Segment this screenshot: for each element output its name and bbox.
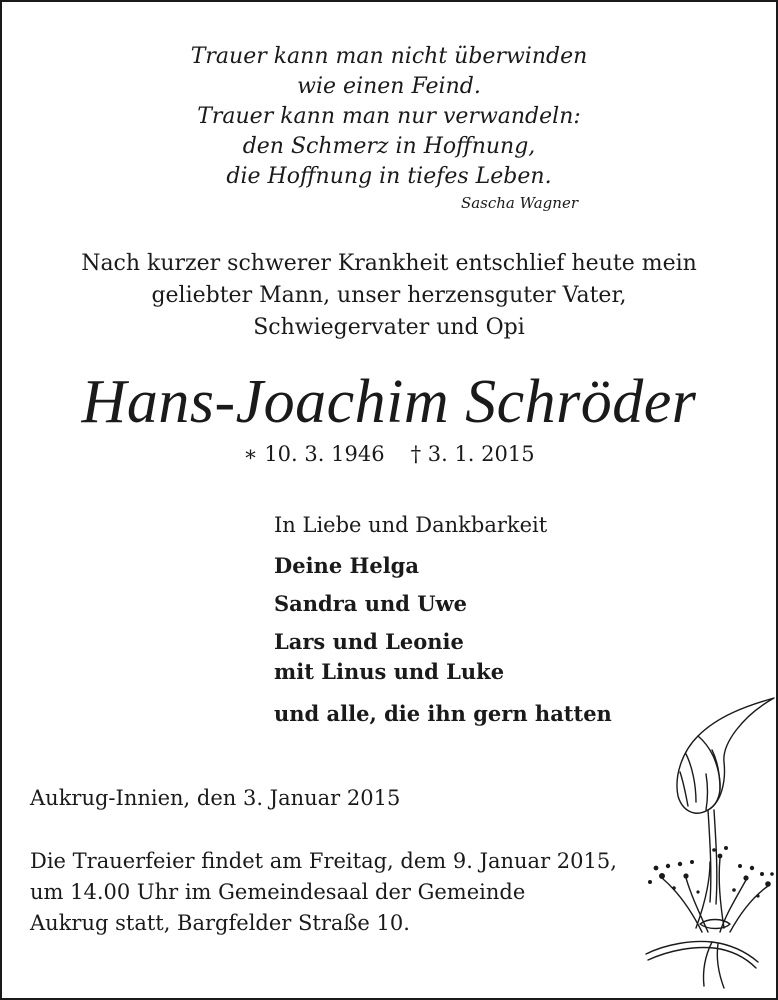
mourner-name: Sandra und Uwe	[274, 591, 467, 616]
announcement-line: geliebter Mann, unser herzensguter Vater,	[151, 283, 627, 308]
mourner-name: Lars und Leonie	[274, 629, 464, 654]
poem-line: Trauer kann man nur verwandeln:	[197, 104, 581, 129]
poem-author: Sascha Wagner	[460, 194, 578, 212]
funeral-info	[30, 846, 617, 939]
poem-line: wie einen Feind.	[297, 74, 481, 99]
funeral-line: um 14.00 Uhr im Gemeindesaal der Gemeinde	[30, 880, 526, 904]
poem-quote	[2, 42, 776, 192]
deceased-name: Hans-Joachim Schröder	[81, 368, 697, 436]
announcement-line: Schwiegervater und Opi	[253, 315, 525, 340]
mourners-block	[274, 511, 612, 729]
birth-date: ∗ 10. 3. 1946	[243, 442, 385, 466]
announcement-line: Nach kurzer schwerer Krankheit entschlief heute mein	[81, 251, 697, 276]
poem-line: Trauer kann man nicht überwinden	[190, 44, 588, 69]
poem-line: den Schmerz in Hoffnung,	[242, 134, 536, 159]
calla-lily-icon	[626, 692, 776, 998]
mourner-name: Deine Helga	[274, 553, 419, 578]
poem-line: die Hoffnung in tiefes Leben.	[226, 164, 552, 189]
mourner-name: und alle, die ihn gern hatten	[274, 701, 612, 726]
place-and-date: Aukrug-Innien, den 3. Januar 2015	[30, 786, 401, 810]
mourner-name: mit Linus und Luke	[274, 659, 505, 684]
announcement-text	[2, 248, 776, 344]
funeral-line: Aukrug statt, Bargfelder Straße 10.	[30, 911, 410, 935]
funeral-line: Die Trauerfeier findet am Freitag, dem 9. Januar 2015,	[30, 849, 617, 873]
mourners-lead: In Liebe und Dankbarkeit	[274, 513, 548, 537]
life-dates	[2, 442, 776, 466]
death-date: † 3. 1. 2015	[410, 442, 535, 466]
